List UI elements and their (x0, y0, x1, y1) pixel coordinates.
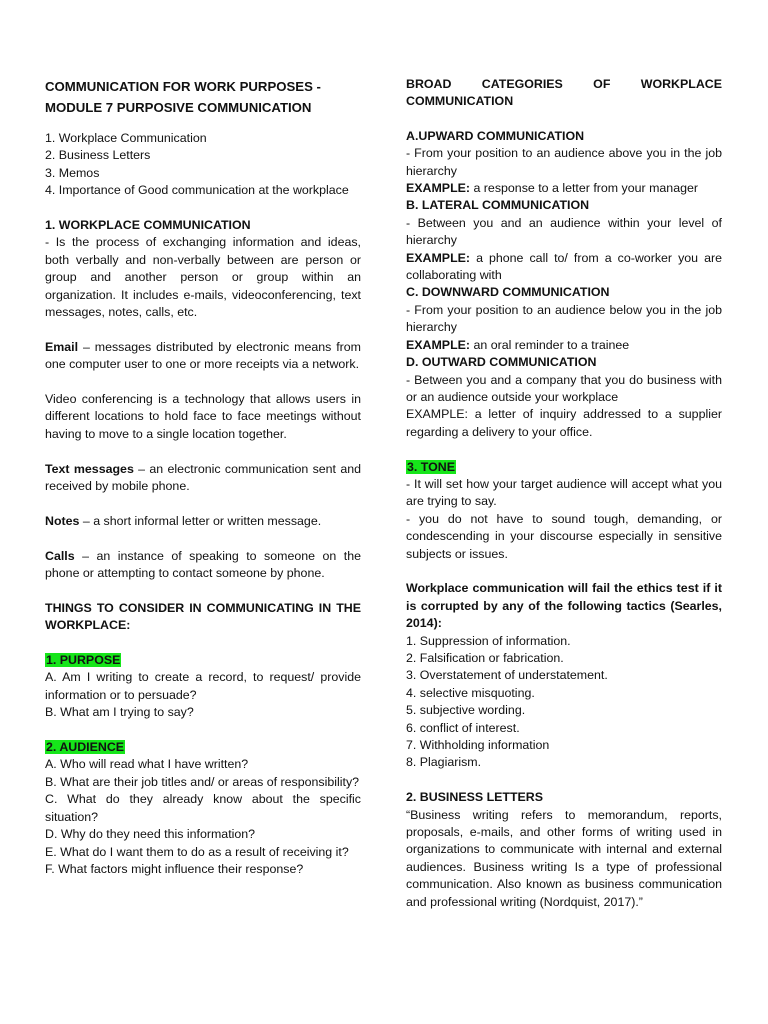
downward-text: - From your position to an audience below you in the job hierarchy (406, 302, 722, 335)
title-line-1: COMMUNICATION FOR WORK PURPOSES - (45, 79, 321, 94)
broad-line-2: COMMUNICATION (406, 94, 514, 109)
purpose-item: B. What am I trying to say? (45, 705, 194, 720)
lateral-example-label: EXAMPLE: (406, 250, 471, 265)
things-to-consider-heading: THINGS TO CONSIDER IN COMMUNICATING IN THE WORKPLACE: (45, 600, 361, 633)
table-of-contents (45, 130, 361, 200)
outward-example: EXAMPLE: a letter of inquiry addressed to a supplier regarding a delivery to your office. (406, 407, 722, 439)
video-conferencing-text: Video conferencing is a technology that allows users in different locations to hold face to face meetings without having to move to a single location together. (45, 392, 361, 441)
lateral-example (406, 250, 722, 285)
ethics-heading: Workplace communication will fail the ethics test if it is corrupted by any of the following tactics (Searles, 2014): (406, 581, 722, 631)
ethics-item: 5. subjective wording. (406, 703, 526, 718)
text-messages-term: Text messages (45, 461, 134, 476)
audience-item: A. Who will read what I have written? (45, 757, 249, 772)
lateral-text: - Between you and an audience within your level of hierarchy (406, 215, 722, 248)
audience-item: F. What factors might influence their response? (45, 861, 304, 876)
outward-text: - Between you and a company that you do business with or an audience outside your workplace (406, 372, 722, 404)
notes-def: – a short informal letter or written message. (79, 513, 322, 528)
email-def: – messages distributed by electronic means from one computer user to one or more receipts via a network. (45, 339, 361, 372)
audience-heading: 2. AUDIENCE (46, 740, 125, 755)
downward-heading: C. DOWNWARD COMMUNICATION (406, 285, 610, 300)
calls-term: Calls (45, 548, 75, 563)
downward-example-label: EXAMPLE: (406, 337, 471, 352)
downward-example (406, 337, 722, 354)
document-title (45, 76, 361, 118)
tone-heading: 3. TONE (407, 459, 455, 474)
lateral-heading: B. LATERAL COMMUNICATION (406, 198, 590, 213)
ethics-item: 2. Falsification or fabrication. (406, 650, 564, 665)
toc-item: 4. Importance of Good communication at the workplace (45, 183, 349, 198)
business-letters-text: “Business writing refers to memorandum, reports, proposals, e-mails, and other forms of writing used in organizations to communicate with internal and external audiences. Business writing Is a type of professional communication. Also known as business communication and professional writing (Nordquist, 2017).” (406, 807, 722, 909)
notes-definition (45, 513, 361, 530)
toc-item: 3. Memos (45, 165, 100, 180)
toc-item: 1. Workplace Communication (45, 131, 207, 145)
upward-heading: A.UPWARD COMMUNICATION (406, 128, 585, 143)
broad-categories-heading (406, 76, 722, 111)
upward-example-text: a response to a letter from your manager (470, 181, 698, 196)
upward-text: - From your position to an audience above you in the job hierarchy (406, 146, 722, 178)
toc-item: 2. Business Letters (45, 148, 151, 163)
tone-heading-line (406, 459, 722, 476)
email-definition (45, 339, 361, 374)
lateral-example-text: a phone call to/ from a co-worker you are collaborating with (406, 250, 722, 283)
audience-item: C. What do they already know about the specific situation? (45, 792, 361, 824)
right-column (406, 76, 722, 911)
tone-item: - It will set how your target audience will accept what you are trying to say. (406, 476, 722, 509)
email-term: Email (45, 339, 79, 354)
audience-item: B. What are their job titles and/ or areas of responsibility? (45, 774, 360, 789)
notes-term: Notes (45, 513, 80, 528)
purpose-heading: 1. PURPOSE (46, 653, 121, 668)
purpose-item: A. Am I writing to create a record, to request/ provide information or to persuade? (45, 670, 361, 702)
downward-example-text: an oral reminder to a trainee (470, 337, 630, 352)
upward-example (406, 180, 722, 197)
audience-item: E. What do I want them to do as a result of receiving it? (45, 844, 349, 859)
purpose-heading-line (45, 652, 361, 669)
ethics-item: 3. Overstatement of understatement. (406, 668, 608, 683)
left-column (45, 76, 361, 878)
ethics-item: 1. Suppression of information. (406, 633, 571, 648)
business-letters-heading: 2. BUSINESS LETTERS (406, 790, 544, 805)
ethics-item: 8. Plagiarism. (406, 755, 482, 770)
workplace-communication-heading: 1. WORKPLACE COMMUNICATION (45, 218, 251, 233)
audience-item: D. Why do they need this information? (45, 827, 256, 842)
ethics-item: 4. selective misquoting. (406, 685, 535, 700)
text-messages-def: – an electronic communication sent and received by mobile phone. (45, 461, 362, 494)
title-line-2: MODULE 7 PURPOSIVE COMMUNICATION (45, 100, 312, 115)
broad-line-1: BROAD CATEGORIES OF WORKPLACE (406, 77, 722, 91)
text-messages-definition (45, 461, 361, 496)
outward-heading: D. OUTWARD COMMUNICATION (406, 355, 597, 370)
tone-item: - you do not have to sound tough, demanding, or condescending in your discourse especially in sensitive subjects or issues. (406, 511, 722, 561)
ethics-item: 7. Withholding information (406, 738, 550, 752)
upward-example-label: EXAMPLE: (406, 181, 471, 196)
calls-definition (45, 548, 361, 583)
audience-heading-line (45, 739, 361, 756)
calls-def: – an instance of speaking to someone on the phone or attempting to contact someone by phone. (45, 548, 361, 581)
workplace-communication-text: - Is the process of exchanging information and ideas, both verbally and non-verbally between are person or group and another person or group within an organization. It includes e-mails, videoconferencing, text messages, notes, calls, etc. (45, 235, 361, 320)
ethics-item: 6. conflict of interest. (406, 720, 520, 735)
ethics-list (406, 633, 722, 772)
